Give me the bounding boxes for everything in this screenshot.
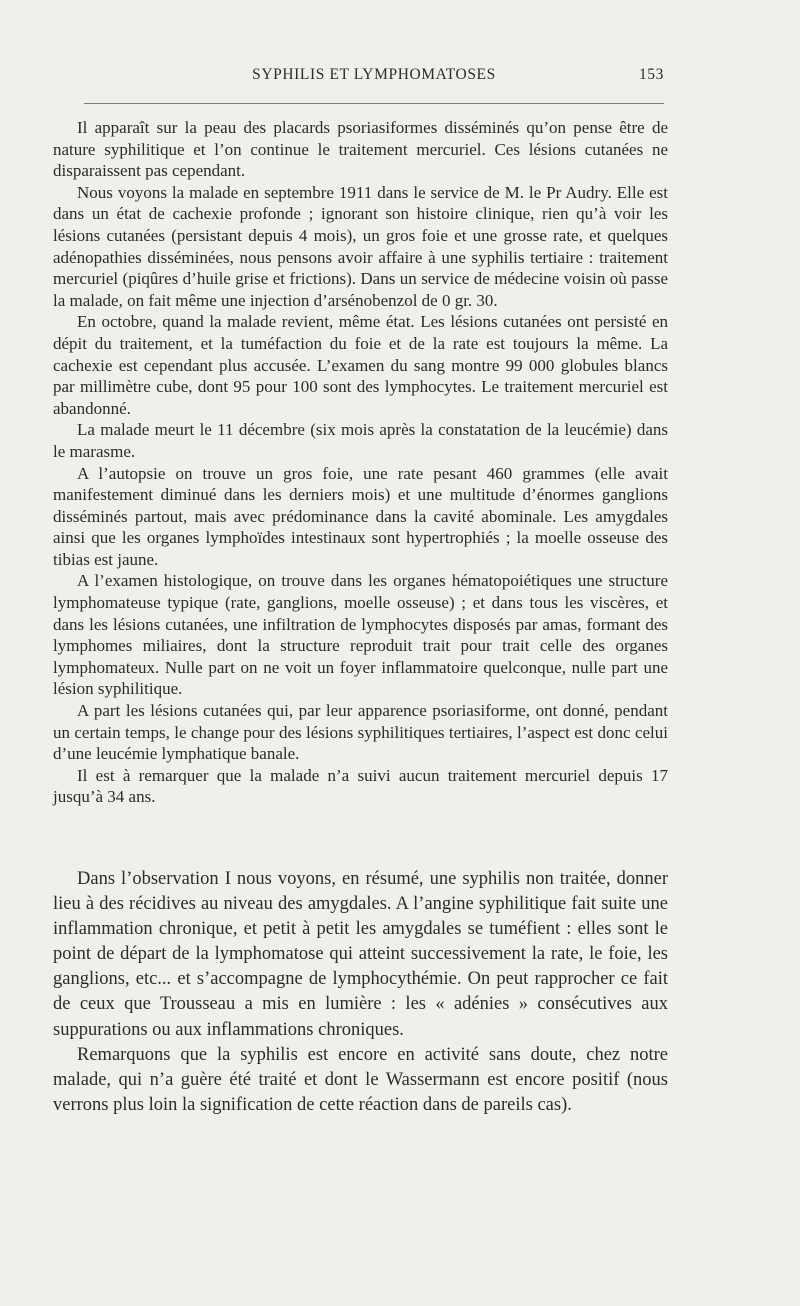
paragraph: Il est à remarquer que la malade n’a suivi aucun traitement mercuriel depuis 17 jusqu’à 34 ans. bbox=[53, 765, 668, 807]
paragraph: Il apparaît sur la peau des placards psoriasiformes disséminés qu’on pense être de nature syphilitique et l’on continue le traitement mercuriel. Ces lésions cutanées ne disparaissent pas cependant. bbox=[53, 118, 668, 181]
paragraph: Nous voyons la malade en septembre 1911 dans le service de M. le Pr Audry. Elle est dans un état de cachexie profonde ; ignorant son histoire clinique, rien qu’à voir les lésions cutanées (persistant depuis 4 mois), un gros foie et une grosse rate, et quelques adénopathies disséminées, nous pensons avoir affaire à une syphilis tertiaire : traitement mercuriel (piqûres d’huile grise et frictions). Dans un service de médecine voisin où passe la malade, on fait même une injection d’arsénobenzol de 0 gr. 30. bbox=[53, 182, 668, 310]
paragraph: Dans l’observation I nous voyons, en résumé, une syphilis non traitée, donner lieu à des récidives au niveau des amygdales. A l’angine syphilitique fait suite une inflammation chronique, et petit à petit les amygdales se tuméfient : elles sont le point de départ de la lymphomatose qui atteint successivement la rate, le foie, les ganglions, etc... et s’accompagne de lymphocythémie. On peut rapprocher ce fait de ceux que Trousseau a mis en lumière : les « adénies » consécutives aux suppurations ou aux inflammations chroniques. bbox=[53, 869, 668, 1040]
paragraph: A l’examen histologique, on trouve dans les organes hématopoiétiques une structure lymphomateuse typique (rate, ganglions, moelle osseuse) ; et dans tous les viscères, et dans les lésions cutanées, une infiltration de lymphocytes disposés par amas, formant des lymphomes miliaires, dont la structure reproduit trait pour trait celle des organes lymphomateux. Nulle part on ne voit un foyer inflammatoire quelconque, nulle part une lésion syphilitique. bbox=[53, 571, 668, 699]
paragraph: Remarquons que la syphilis est encore en activité sans doute, chez notre malade, qui n’a guère été traité et dont le Wassermann est encore positif (nous verrons plus loin la signification de cette réaction dans de pareils cas). bbox=[53, 1044, 668, 1115]
header-rule bbox=[84, 103, 664, 104]
page-number: 153 bbox=[638, 66, 664, 83]
paragraph: A l’autopsie on trouve un gros foie, une rate pesant 460 grammes (elle avait manifestement diminué dans les derniers mois) et une multitude d’énormes ganglions disséminés partout, mais avec prédominance dans la cavité abominale. Les amygdales ainsi que les organes lymphoïdes intestinaux sont hypertrophiés ; la moelle osseuse des tibias est jaune. bbox=[53, 463, 668, 569]
paragraph: A part les lésions cutanées qui, par leur apparence psoriasiforme, ont donné, pendant un certain temps, le change pour des lésions syphilitiques tertiaires, l’aspect est donc celui d’une leucémie lymphatique banale. bbox=[53, 701, 668, 764]
paragraph: La malade meurt le 11 décembre (six mois après la constatation de la leucémie) dans le marasme. bbox=[53, 420, 668, 461]
observation-section bbox=[53, 117, 668, 808]
paragraph: En octobre, quand la malade revient, même état. Les lésions cutanées ont persisté en dépit du traitement, et la tuméfaction du foie et de la rate est toujours la même. La cachexie est cependant plus accusée. L’examen du sang montre 99 000 globules blancs par millimètre cube, dont 95 pour 100 sont des lymphocytes. Le traitement mercuriel est abandonné. bbox=[53, 312, 668, 418]
discussion-section bbox=[53, 867, 668, 1118]
running-title: SYPHILIS ET LYMPHOMATOSES bbox=[252, 66, 496, 83]
page-header bbox=[84, 66, 664, 90]
